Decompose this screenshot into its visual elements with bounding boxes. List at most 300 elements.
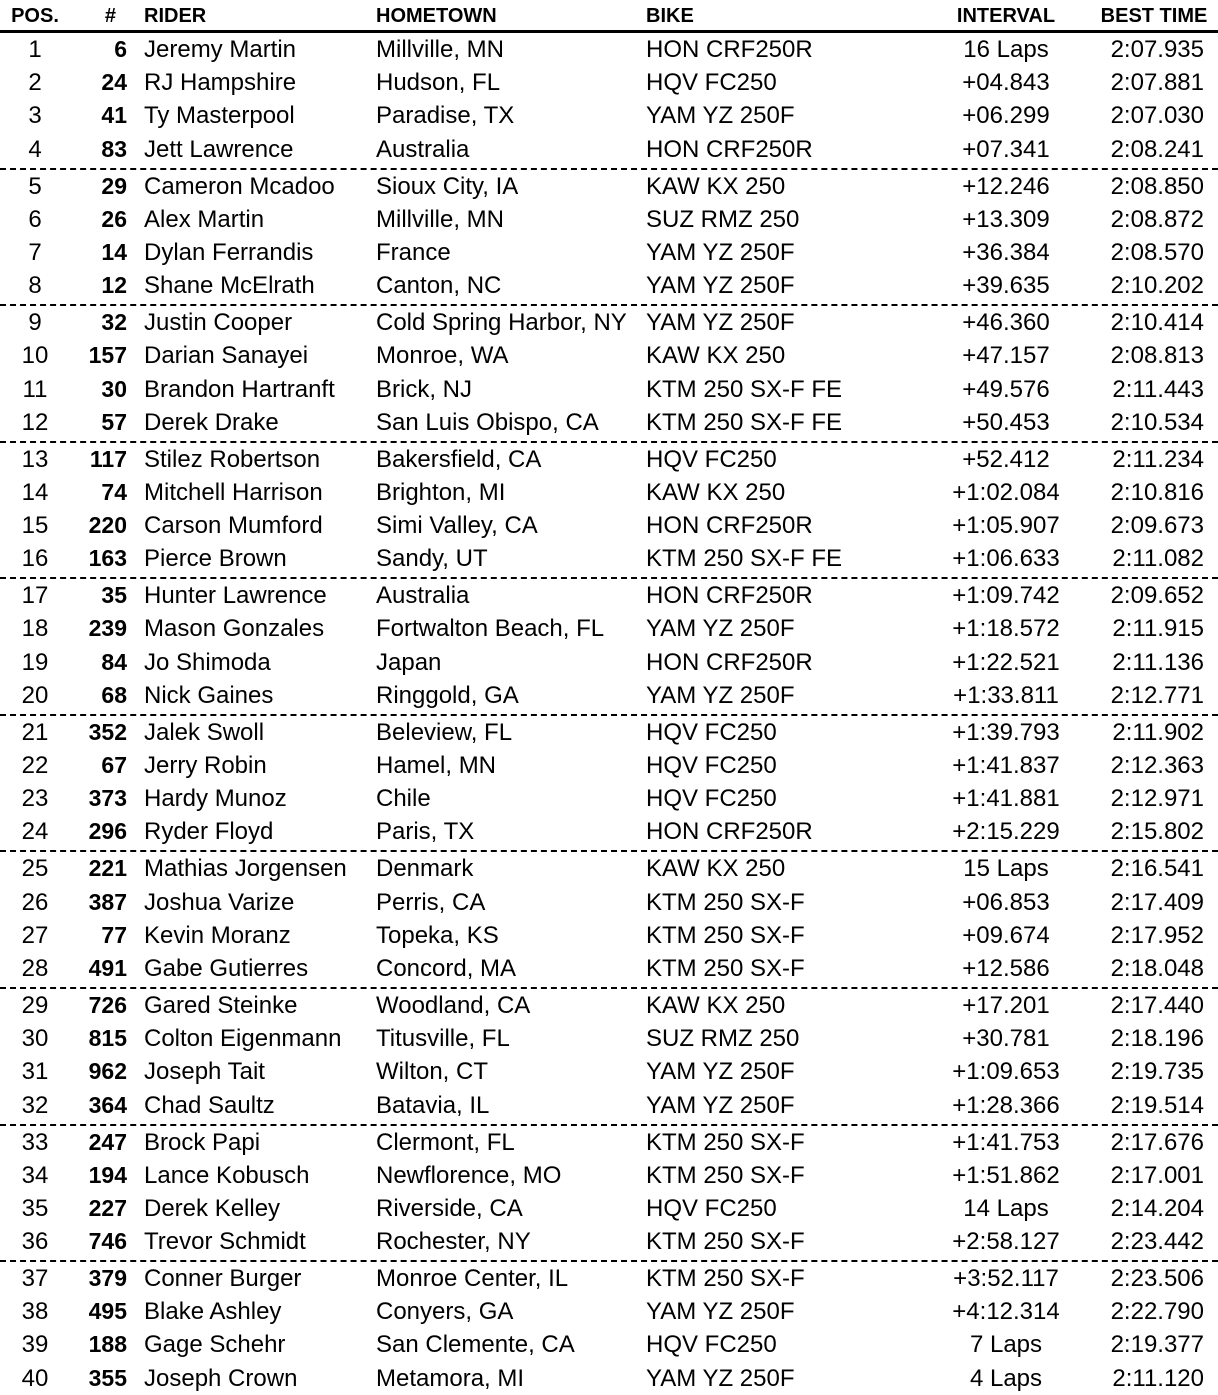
row-number: 227 xyxy=(88,1194,127,1221)
row-number: 84 xyxy=(101,648,127,675)
row-bike: YAM YZ 250F xyxy=(646,681,795,709)
row-bike: HQV FC250 xyxy=(646,785,777,813)
row-number: 220 xyxy=(88,512,127,539)
row-pos: 6 xyxy=(28,205,42,233)
table-row xyxy=(0,782,1218,815)
table-row xyxy=(0,612,1218,645)
row-bike: HON CRF250R xyxy=(646,818,813,846)
row-number: 364 xyxy=(88,1091,127,1118)
row-pos: 12 xyxy=(21,408,49,436)
row-bike: YAM YZ 250F xyxy=(646,615,795,643)
row-rider: Derek Kelley xyxy=(144,1194,281,1222)
header-pos: POS. xyxy=(11,5,59,27)
row-best-time: 2:22.790 xyxy=(1110,1298,1204,1326)
row-best-time: 2:10.414 xyxy=(1110,309,1204,337)
row-best-time: 2:11.443 xyxy=(1112,375,1204,403)
row-pos: 14 xyxy=(21,478,49,506)
row-best-time: 2:17.952 xyxy=(1110,921,1204,949)
row-pos: 19 xyxy=(21,648,49,676)
table-row xyxy=(0,1262,1218,1295)
table-row xyxy=(0,1225,1218,1262)
table-row xyxy=(0,443,1218,476)
row-hometown: Simi Valley, CA xyxy=(376,512,538,540)
table-row xyxy=(0,1295,1218,1328)
row-interval: +1:02.084 xyxy=(952,478,1060,506)
row-rider: Joseph Crown xyxy=(144,1364,298,1392)
row-best-time: 2:12.971 xyxy=(1110,785,1204,813)
header-bike: BIKE xyxy=(646,5,694,27)
row-hometown: Australia xyxy=(376,135,470,163)
row-bike: HQV FC250 xyxy=(646,718,777,746)
row-bike: YAM YZ 250F xyxy=(646,1364,795,1392)
row-pos: 33 xyxy=(21,1128,49,1156)
row-interval: +1:09.742 xyxy=(952,582,1060,610)
table-row xyxy=(0,133,1218,170)
row-rider: Darian Sanayei xyxy=(144,342,309,370)
row-bike: HQV FC250 xyxy=(646,1194,777,1222)
row-hometown: Woodland, CA xyxy=(376,991,531,1019)
header-number: # xyxy=(104,5,116,27)
row-rider: Jo Shimoda xyxy=(144,648,271,676)
row-interval: +1:39.793 xyxy=(952,718,1060,746)
row-interval: +07.341 xyxy=(962,135,1050,163)
row-hometown: Metamora, MI xyxy=(376,1364,525,1392)
row-rider: Shane McElrath xyxy=(144,272,315,300)
row-best-time: 2:08.241 xyxy=(1110,135,1204,163)
row-bike: HQV FC250 xyxy=(646,752,777,779)
row-best-time: 2:08.570 xyxy=(1110,238,1204,266)
table-header xyxy=(0,0,1218,33)
row-number: 57 xyxy=(101,408,127,435)
row-best-time: 2:08.850 xyxy=(1110,172,1204,200)
row-best-time: 2:11.136 xyxy=(1112,648,1204,676)
row-hometown: Monroe Center, IL xyxy=(376,1265,569,1293)
row-bike: KTM 250 SX-F xyxy=(646,1161,805,1189)
row-number: 352 xyxy=(88,718,127,745)
row-number: 239 xyxy=(88,615,127,642)
row-bike: HON CRF250R xyxy=(646,582,813,610)
row-number: 117 xyxy=(89,445,127,472)
row-bike: KTM 250 SX-F xyxy=(646,1128,805,1156)
row-bike: KTM 250 SX-F FE xyxy=(646,545,843,573)
row-best-time: 2:07.881 xyxy=(1110,69,1204,97)
row-bike: YAM YZ 250F xyxy=(646,238,795,266)
row-interval: +06.853 xyxy=(962,888,1050,916)
table-row xyxy=(0,406,1218,443)
table-row xyxy=(0,1126,1218,1159)
row-best-time: 2:12.363 xyxy=(1110,752,1204,779)
row-rider: Joshua Varize xyxy=(144,888,295,916)
row-rider: Pierce Brown xyxy=(144,545,287,573)
row-pos: 36 xyxy=(21,1228,49,1256)
row-best-time: 2:12.771 xyxy=(1110,681,1204,709)
row-number: 32 xyxy=(101,309,127,336)
row-best-time: 2:08.872 xyxy=(1110,205,1204,233)
row-number: 67 xyxy=(101,752,127,778)
header-rider: RIDER xyxy=(144,5,207,27)
row-best-time: 2:17.676 xyxy=(1110,1128,1204,1156)
row-hometown: Cold Spring Harbor, NY xyxy=(376,309,627,337)
row-pos: 13 xyxy=(21,445,49,473)
row-hometown: Hudson, FL xyxy=(376,69,501,97)
row-interval: +30.781 xyxy=(962,1025,1050,1053)
row-interval: 14 Laps xyxy=(963,1194,1049,1222)
row-pos: 23 xyxy=(21,785,49,813)
row-rider: Justin Cooper xyxy=(144,309,293,337)
row-rider: Colton Eigenmann xyxy=(144,1025,342,1053)
row-hometown: Brick, NJ xyxy=(376,375,472,403)
row-interval: +1:41.753 xyxy=(952,1128,1060,1156)
row-interval: +2:58.127 xyxy=(952,1228,1060,1256)
row-number: 68 xyxy=(101,681,127,708)
row-pos: 3 xyxy=(28,102,42,130)
row-best-time: 2:19.735 xyxy=(1110,1058,1204,1086)
row-interval: +1:05.907 xyxy=(952,512,1060,540)
row-best-time: 2:18.196 xyxy=(1110,1025,1204,1053)
row-hometown: Titusville, FL xyxy=(376,1025,510,1053)
row-best-time: 2:07.935 xyxy=(1110,36,1204,63)
row-number: 247 xyxy=(88,1128,127,1155)
row-hometown: Chile xyxy=(376,785,431,813)
row-rider: Brock Papi xyxy=(144,1128,261,1156)
row-number: 495 xyxy=(88,1298,127,1325)
row-hometown: Rochester, NY xyxy=(376,1228,531,1256)
row-interval: +04.843 xyxy=(962,69,1050,97)
table-row xyxy=(0,1022,1218,1055)
row-bike: SUZ RMZ 250 xyxy=(646,1025,800,1053)
row-hometown: Brighton, MI xyxy=(376,478,506,506)
row-bike: YAM YZ 250F xyxy=(646,102,795,130)
row-interval: +47.157 xyxy=(962,342,1050,370)
table-row xyxy=(0,1362,1218,1395)
table-row xyxy=(0,99,1218,132)
row-number: 373 xyxy=(88,785,127,812)
row-interval: +1:28.366 xyxy=(952,1091,1060,1119)
table-row xyxy=(0,236,1218,269)
header-best-time: BEST TIME xyxy=(1100,5,1208,27)
row-hometown: Clermont, FL xyxy=(376,1128,515,1156)
row-pos: 8 xyxy=(28,272,42,300)
row-best-time: 2:19.514 xyxy=(1110,1091,1204,1119)
table-row xyxy=(0,716,1218,749)
row-number: 6 xyxy=(114,36,127,62)
row-number: 962 xyxy=(88,1058,127,1085)
row-number: 194 xyxy=(88,1161,127,1188)
row-bike: KTM 250 SX-F xyxy=(646,1228,805,1256)
row-bike: KTM 250 SX-F xyxy=(646,1265,805,1293)
row-interval: +12.246 xyxy=(962,172,1050,200)
row-rider: Jalek Swoll xyxy=(144,718,265,746)
row-rider: Kevin Moranz xyxy=(144,921,291,949)
row-bike: KTM 250 SX-F FE xyxy=(646,375,843,403)
table-row xyxy=(0,1159,1218,1192)
row-number: 387 xyxy=(88,888,127,915)
table-row xyxy=(0,646,1218,679)
row-best-time: 2:17.440 xyxy=(1110,991,1204,1019)
row-number: 12 xyxy=(101,272,127,299)
row-best-time: 2:11.915 xyxy=(1112,615,1204,643)
row-hometown: Topeka, KS xyxy=(376,921,499,949)
row-hometown: Canton, NC xyxy=(376,272,502,300)
row-interval: +1:22.521 xyxy=(952,648,1060,676)
row-interval: +12.586 xyxy=(962,954,1050,982)
table-row xyxy=(0,373,1218,406)
row-pos: 2 xyxy=(28,69,42,97)
table-row xyxy=(0,886,1218,919)
row-pos: 21 xyxy=(21,718,49,746)
row-pos: 22 xyxy=(21,752,49,779)
row-rider: RJ Hampshire xyxy=(144,69,297,97)
row-hometown: Paradise, TX xyxy=(376,102,515,130)
row-hometown: Concord, MA xyxy=(376,954,517,982)
row-bike: HQV FC250 xyxy=(646,1331,777,1359)
row-number: 188 xyxy=(88,1331,127,1358)
row-hometown: Monroe, WA xyxy=(376,342,509,370)
row-number: 163 xyxy=(88,545,127,572)
row-bike: HQV FC250 xyxy=(646,445,777,473)
row-rider: Gabe Gutierres xyxy=(144,954,309,982)
row-best-time: 2:18.048 xyxy=(1110,954,1204,982)
row-interval: +1:33.811 xyxy=(953,681,1059,709)
row-rider: Mathias Jorgensen xyxy=(144,855,347,883)
row-pos: 30 xyxy=(21,1025,49,1053)
row-interval: 4 Laps xyxy=(969,1364,1043,1392)
row-pos: 35 xyxy=(21,1194,49,1222)
row-interval: +39.635 xyxy=(962,272,1050,300)
table-row xyxy=(0,542,1218,579)
row-hometown: Perris, CA xyxy=(376,888,486,916)
row-interval: +4:12.314 xyxy=(952,1298,1060,1326)
row-hometown: Denmark xyxy=(376,855,474,883)
row-number: 296 xyxy=(88,818,127,845)
row-interval: +3:52.117 xyxy=(953,1265,1059,1293)
row-rider: Stilez Robertson xyxy=(144,445,321,473)
row-hometown: Millville, MN xyxy=(376,36,504,63)
row-best-time: 2:10.202 xyxy=(1110,272,1204,300)
row-hometown: Hamel, MN xyxy=(376,752,497,779)
row-interval: +1:06.633 xyxy=(952,545,1060,573)
table-row xyxy=(0,203,1218,236)
row-pos: 32 xyxy=(21,1091,49,1119)
row-interval: +1:09.653 xyxy=(952,1058,1060,1086)
row-interval: +1:51.862 xyxy=(952,1161,1060,1189)
table-row xyxy=(0,1328,1218,1361)
row-interval: +09.674 xyxy=(962,921,1050,949)
row-hometown: Conyers, GA xyxy=(376,1298,514,1326)
row-number: 355 xyxy=(88,1364,127,1391)
table-row xyxy=(0,269,1218,306)
row-interval: +50.453 xyxy=(962,408,1050,436)
row-bike: KTM 250 SX-F xyxy=(646,954,805,982)
row-rider: Jett Lawrence xyxy=(144,135,294,163)
row-bike: YAM YZ 250F xyxy=(646,272,795,300)
row-pos: 20 xyxy=(21,681,49,709)
row-interval: +49.576 xyxy=(962,375,1050,403)
row-best-time: 2:10.534 xyxy=(1110,408,1204,436)
row-pos: 18 xyxy=(21,615,49,643)
row-hometown: Ringgold, GA xyxy=(376,681,519,709)
row-bike: KTM 250 SX-F xyxy=(646,921,805,949)
table-row xyxy=(0,66,1218,99)
row-pos: 25 xyxy=(21,855,49,883)
row-best-time: 2:17.001 xyxy=(1110,1161,1204,1189)
row-rider: Dylan Ferrandis xyxy=(144,238,314,266)
row-best-time: 2:16.541 xyxy=(1110,855,1204,883)
row-pos: 29 xyxy=(21,991,49,1019)
row-number: 815 xyxy=(88,1025,127,1052)
row-best-time: 2:11.902 xyxy=(1112,718,1204,746)
row-number: 221 xyxy=(88,855,127,882)
row-interval: +13.309 xyxy=(962,205,1050,233)
row-pos: 7 xyxy=(28,238,42,266)
row-rider: Joseph Tait xyxy=(144,1058,265,1086)
row-bike: YAM YZ 250F xyxy=(646,1298,795,1326)
row-number: 29 xyxy=(101,172,127,199)
row-pos: 10 xyxy=(21,342,49,370)
table-row xyxy=(0,679,1218,716)
row-hometown: Sioux City, IA xyxy=(376,172,519,200)
row-best-time: 2:23.442 xyxy=(1110,1228,1204,1256)
row-pos: 16 xyxy=(21,545,49,573)
row-number: 41 xyxy=(101,102,127,129)
row-best-time: 2:23.506 xyxy=(1110,1265,1204,1293)
row-number: 26 xyxy=(101,205,127,232)
table-row xyxy=(0,1192,1218,1225)
row-best-time: 2:09.673 xyxy=(1110,512,1204,540)
row-hometown: Sandy, UT xyxy=(376,545,488,573)
row-bike: YAM YZ 250F xyxy=(646,1091,795,1119)
row-bike: KAW KX 250 xyxy=(646,855,786,883)
row-hometown: Wilton, CT xyxy=(376,1058,489,1086)
row-number: 35 xyxy=(101,582,127,609)
row-rider: Brandon Hartranft xyxy=(144,375,335,403)
row-rider: Mitchell Harrison xyxy=(144,478,323,506)
row-bike: HON CRF250R xyxy=(646,648,813,676)
row-hometown: Paris, TX xyxy=(376,818,475,846)
table-body xyxy=(0,33,1218,1395)
row-pos: 15 xyxy=(21,512,49,540)
table-row xyxy=(0,170,1218,203)
table-row xyxy=(0,579,1218,612)
row-interval: +17.201 xyxy=(962,991,1050,1019)
row-number: 14 xyxy=(101,238,127,265)
row-number: 726 xyxy=(88,991,127,1018)
table-row xyxy=(0,749,1218,782)
row-best-time: 2:11.082 xyxy=(1112,545,1204,573)
table-row xyxy=(0,339,1218,372)
row-rider: Hunter Lawrence xyxy=(144,582,327,610)
row-interval: +1:18.572 xyxy=(952,615,1060,643)
row-interval: +1:41.837 xyxy=(952,752,1060,779)
row-interval: +52.412 xyxy=(962,445,1050,473)
row-best-time: 2:19.377 xyxy=(1110,1331,1204,1359)
row-hometown: Japan xyxy=(376,648,442,676)
row-bike: HON CRF250R xyxy=(646,512,813,540)
row-number: 74 xyxy=(101,478,127,505)
row-bike: HQV FC250 xyxy=(646,69,777,97)
row-rider: Gared Steinke xyxy=(144,991,298,1019)
row-number: 83 xyxy=(101,135,127,162)
row-number: 157 xyxy=(88,342,127,369)
row-hometown: Australia xyxy=(376,582,470,610)
row-pos: 1 xyxy=(28,36,42,63)
row-pos: 5 xyxy=(28,172,42,200)
table-row xyxy=(0,1055,1218,1088)
row-rider: Blake Ashley xyxy=(144,1298,282,1326)
header-hometown: HOMETOWN xyxy=(376,5,497,27)
row-pos: 31 xyxy=(21,1058,49,1086)
row-number: 491 xyxy=(88,954,127,981)
row-bike: KAW KX 250 xyxy=(646,342,786,370)
row-hometown: Beleview, FL xyxy=(376,718,513,746)
row-pos: 39 xyxy=(21,1331,49,1359)
row-best-time: 2:15.802 xyxy=(1110,818,1204,846)
row-rider: Chad Saultz xyxy=(144,1091,275,1119)
row-number: 77 xyxy=(101,921,127,948)
row-rider: Jerry Robin xyxy=(144,752,267,779)
row-hometown: San Luis Obispo, CA xyxy=(376,408,599,436)
row-pos: 28 xyxy=(21,954,49,982)
row-bike: KAW KX 250 xyxy=(646,478,786,506)
row-hometown: Millville, MN xyxy=(376,205,504,233)
row-hometown: Batavia, IL xyxy=(376,1091,490,1119)
row-bike: KTM 250 SX-F xyxy=(646,888,805,916)
table-row xyxy=(0,919,1218,952)
row-rider: Ryder Floyd xyxy=(144,818,274,846)
row-pos: 9 xyxy=(28,309,42,337)
table-row xyxy=(0,815,1218,852)
row-pos: 27 xyxy=(21,921,49,949)
row-bike: HON CRF250R xyxy=(646,36,813,63)
table-row xyxy=(0,1089,1218,1126)
row-bike: SUZ RMZ 250 xyxy=(646,205,800,233)
row-best-time: 2:14.204 xyxy=(1110,1194,1204,1222)
row-pos: 37 xyxy=(21,1265,49,1293)
row-best-time: 2:08.813 xyxy=(1110,342,1204,370)
row-number: 746 xyxy=(88,1228,127,1255)
row-pos: 34 xyxy=(21,1161,49,1189)
row-hometown: Riverside, CA xyxy=(376,1194,523,1222)
row-pos: 40 xyxy=(21,1364,49,1392)
table-row xyxy=(0,952,1218,989)
table-row xyxy=(0,476,1218,509)
row-bike: KAW KX 250 xyxy=(646,172,786,200)
row-best-time: 2:07.030 xyxy=(1110,102,1204,130)
row-bike: YAM YZ 250F xyxy=(646,1058,795,1086)
table-row xyxy=(0,33,1218,66)
row-best-time: 2:11.234 xyxy=(1112,445,1204,473)
row-best-time: 2:17.409 xyxy=(1110,888,1204,916)
row-number: 30 xyxy=(101,375,127,402)
row-best-time: 2:10.816 xyxy=(1110,478,1204,506)
row-hometown: Fortwalton Beach, FL xyxy=(376,615,605,643)
row-rider: Alex Martin xyxy=(144,205,265,233)
row-bike: YAM YZ 250F xyxy=(646,309,795,337)
header-interval: INTERVAL xyxy=(956,5,1056,27)
row-rider: Ty Masterpool xyxy=(144,102,295,130)
row-rider: Carson Mumford xyxy=(144,512,323,540)
row-rider: Trevor Schmidt xyxy=(144,1228,306,1256)
row-interval: 7 Laps xyxy=(969,1331,1043,1359)
row-best-time: 2:11.120 xyxy=(1112,1364,1204,1392)
row-rider: Cameron Mcadoo xyxy=(144,172,335,200)
row-number: 379 xyxy=(88,1265,127,1292)
row-hometown: Bakersfield, CA xyxy=(376,445,542,473)
row-rider: Gage Schehr xyxy=(144,1331,286,1359)
table-row xyxy=(0,852,1218,885)
row-number: 24 xyxy=(101,69,127,96)
row-bike: KTM 250 SX-F FE xyxy=(646,408,843,436)
